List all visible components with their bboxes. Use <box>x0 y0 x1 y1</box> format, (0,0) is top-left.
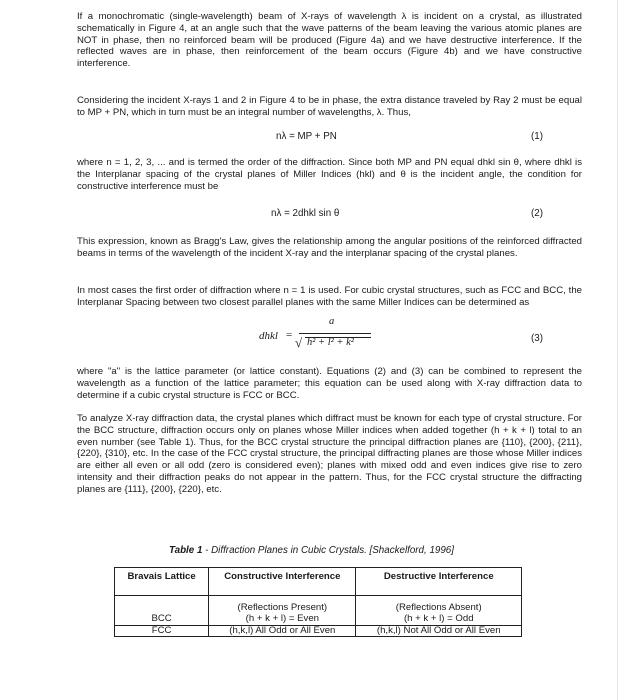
table-cell-fcc-destructive: (h,k,l) Not All Odd or All Even <box>356 625 521 637</box>
equation-3-interplanar-spacing <box>259 316 379 360</box>
paragraph-text-6: where "a" is the lattice parameter (or lattice constant). Equations (2) and (3) can be combined to represent the wavelength as a function of the lattice parameter; this equation can be used along with X-ray diffraction data to determine if a cubic crystal structure is FCC or BCC. <box>77 366 582 401</box>
equation-3-numerator: a <box>329 316 335 327</box>
constructive-column <box>209 596 356 637</box>
equation-3-number: (3) <box>531 333 543 344</box>
table-cell-fcc-constructive: (h,k,l) All Odd or All Even <box>209 625 355 637</box>
paragraph-text-7: To analyze X-ray diffraction data, the crystal planes which diffract must be known for each type of crystal structure. For the BCC structure, diffraction occurs only on planes whose Miller indices when added together (h + k + l) total to an even number (see Table 1). Thus, for the BCC crystal structure the principal diffraction planes are {110}, {200}, {211}, {220}, {310}, etc. In the case of the FCC crystal structure, the principal diffracting planes are those whose Miller indices are either all even or all odd (zero is considered even); planes with mixed odd and even indices give rise to zero intensity and their diffraction peaks do not appear in the pattern. Thus, for the FCC crystal structure the diffracting planes are {111}, {200}, {220}, etc. <box>77 413 582 495</box>
paragraph-text-1: If a monochromatic (single-wavelength) beam of X-rays of wavelength λ is incident on a crystal, as illustrated schematically in Figure 4, at an angle such that the wave patterns of the beam leaving the various atomic planes are NOT in phase, then no reinforced beam will be produced (Figure 4a) and we have destructive interference. If the reflected waves are in phase, then reinforcement of the beam occurs (Figure 4b) and we have constructive interference. <box>77 11 582 70</box>
fraction-bar <box>299 333 371 334</box>
table-cell-bcc: BCC <box>151 613 172 624</box>
equals-sign: = <box>286 329 293 341</box>
equation-1: nλ = MP + PN <box>276 131 337 142</box>
equation-1-number: (1) <box>531 131 543 142</box>
paragraph-lattice-parameter <box>77 366 582 401</box>
table-cell-bcc-destructive: (h + k + l) = Odd <box>403 613 474 624</box>
paragraph-text-3: where n = 1, 2, 3, ... and is termed the order of the diffraction. Since both MP and PN equal dhkl sin θ, where dhkl is the Interplanar spacing of the crystal planes of Miller Indices (hkl) and θ is the incident angle, the condition for constructive interference must be <box>77 157 582 192</box>
page-edge <box>617 0 618 700</box>
equation-3-denominator: h² + l² + k² <box>307 337 354 348</box>
equation-2-braggs-law: nλ = 2dhkl sin θ <box>271 208 340 219</box>
table-body <box>115 596 522 637</box>
paragraph-text-5: In most cases the first order of diffraction where n = 1 is used. For cubic crystal structures, such as FCC and BCC, the Interplanar Spacing between two closest parallel planes with the same Miller Indices can be determined as <box>77 285 582 308</box>
table-header-row <box>115 568 522 596</box>
header-bravais-lattice: Bravais Lattice <box>115 568 209 596</box>
subheader-reflections-absent: (Reflections Absent) <box>395 602 482 614</box>
paragraph-text-2: Considering the incident X-rays 1 and 2 in Figure 4 to be in phase, the extra distance traveled by Ray 2 must be equal to MP + PN, which in turn must be an integral number of wavelengths, λ. Thus, <box>77 95 582 118</box>
paragraph-diffraction-planes <box>77 413 582 496</box>
header-destructive: Destructive Interference <box>356 568 522 596</box>
table-cell-bcc-constructive: (h + k + l) = Even <box>245 613 319 624</box>
table-caption-label: Table 1 <box>169 545 203 556</box>
equation-2-number: (2) <box>531 208 543 219</box>
paragraph-interplanar-spacing <box>77 285 582 309</box>
paragraph-xray-intro <box>77 11 582 70</box>
paragraph-in-phase <box>77 95 582 119</box>
table-cell-fcc: FCC <box>115 625 208 637</box>
square-root-icon: √ <box>295 335 303 350</box>
paragraph-order-of-diffraction <box>77 157 582 192</box>
table-caption <box>169 545 454 556</box>
paragraph-text-4: This expression, known as Bragg's Law, gives the relationship among the angular positions of the reinforced diffracted beams in terms of the wavelength of the incident X-ray and the interplanar spacing of the crystal planes. <box>77 236 582 259</box>
lattice-column <box>115 596 209 637</box>
table-caption-text: - Diffraction Planes in Cubic Crystals. [Shackelford, 1996] <box>202 545 454 556</box>
subheader-reflections-present: (Reflections Present) <box>237 602 328 614</box>
header-constructive: Constructive Interference <box>209 568 356 596</box>
destructive-column <box>356 596 522 637</box>
equation-3-lhs: dhkl <box>259 330 278 342</box>
diffraction-planes-table <box>114 567 522 637</box>
paragraph-braggs-law <box>77 236 582 260</box>
